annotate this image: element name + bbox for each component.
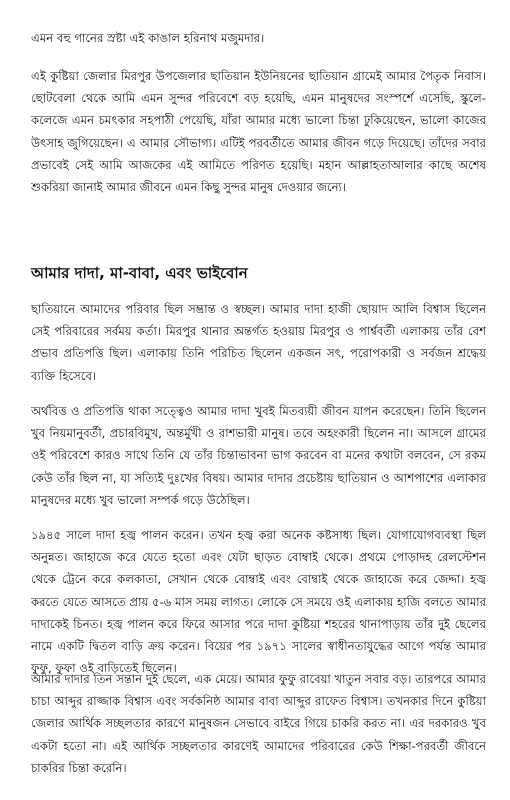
paragraph-family-status: ছাতিয়ানে আমাদের পরিবার ছিল সম্ভ্রান্ত ও স্বচ্ছল। আমার দাদা হাজী ছোয়াদ আলি বিশ্বাস ছিলেন সেই পরিবারের সর্বময় কর্তা। মিরপুর থানার অন্তর্গত হওয়ায় মিরপুর ও পার্শ্ববর্তী এলাকায় তাঁর বেশ প্রভাব প্রতিপত্তি ছিল। এলাকায় তিনি পরিচিত ছিলেন একজন সৎ, পরোপকারী ও সর্বজন শ্রদ্ধেয় ব্যক্তি হিসেবে।: [31, 302, 486, 383]
paragraph-intro-line: এমন বহু গানের স্রষ্টা এই কাঙাল হরিনাথ মজুমদার।: [31, 31, 265, 45]
paragraph-children: আমার দাদার তিন সন্তান দুই ছেলে, এক মেয়ে। আমার ফুফু রাবেয়া খাতুন সবার বড়। তারপরে আমার চাচা আব্দুর রাজ্জাক বিশ্বাস এবং সর্বকনিষ্ঠ আমার বাবা আব্দুর রাফেত বিশ্বাস। তখনকার দিনে কুষ্টিয়া জেলার আর্থিক সচ্ছলতার কারণে মানুষজন সেভাবে বাইরে গিয়ে চাকরি করত না। এর দরকারও খুব একটা হতো না। এই আর্থিক সচ্ছলতার কারণেই আমাদের পরিবারের কেউ শিক্ষা-পরবর্তী জীবনে চাকরির চিন্তা করেনি।: [31, 672, 486, 775]
paragraph-ancestral-home: এই কুষ্টিয়া জেলার মিরপুর উপজেলার ছাতিয়ান ইউনিয়নের ছাতিয়ান গ্রামেই আমার পৈতৃক নিবাস। ছোটবেলা থেকে আমি এমন সুন্দর পরিবেশে বড় হয়েছি, এমন মানুষদের সংস্পর্শে এসেছি, স্কুলে-কলেজে এমন চমৎকার সহপাঠী পেয়েছি, যাঁরা আমার মধ্যে ভালো চিন্তা ঢুকিয়েছেন, ভালো কাজের উৎসাহ জুগিয়েছেন। এ আমার সৌভাগ্য। এটিই পরবর্তীতে আমার জীবন গড়ে দিয়েছে। তাঁদের সবার প্রভাবেই সেই আমি আজকের এই আমিতে পরিণত হয়েছি। মহান আল্লাহতাআলার কাছে অশেষ শুকরিয়া জানাই আমার জীবনে এমন কিছু সুন্দর মানুষ দেওয়ার জন্যে।: [31, 69, 486, 195]
paragraph-hajj-journey: ১৯৪৫ সালে দাদা হজ্ব পালন করেন। তখন হজ্ব করা অনেক কষ্টসাধ্য ছিল। যোগাযোগব্যবস্থা ছিল অনুন্নত। জাহাজে করে যেতে হতো এবং যেটা ছাড়ত বোম্বাই থেকে। প্রথমে পোড়াদহ রেলস্টেশন থেকে ট্রেনে করে কলকাতা, সেখান থেকে বোম্বাই এবং বোম্বাই থেকে জাহাজে করে জেদ্দা। হজ্ব করতে যেতে আসতে প্রায় ৫-৬ মাস সময় লাগত। লোকে সে সময়ে ওই এলাকায় হাজি বলতে আমার দাদাকেই চিনত। হজ্ব পালন করে ফিরে আসার পরে দাদা কুষ্টিয়া শহরের থানাপাড়ায় তাঁর দুই ছেলের নামে একটি দ্বিতল বাড়ি ক্রয় করেন। বিয়ের পর ১৯৭১ সালের স্বাধীনতাযুদ্ধের আগে পর্যন্ত আমার ফুফু, ফুফা ওই বাড়িতেই ছিলেন।: [31, 528, 486, 676]
paragraph-grandfather-character: অর্থবিত্ত ও প্রতিপত্তি থাকা সত্ত্বেও আমার দাদা খুবই মিতব্যয়ী জীবন যাপন করেছেন। তিনি ছিলেন খুব নিয়মানুবর্তী, প্রচারবিমুখ, অন্তর্মুখী ও রাশভারী মানুষ। তবে অহংকারী ছিলেন না। আসলে গ্রামের ওই পরিবেশে কারও সাথে তিনি যে তাঁর চিন্তাভাবনা ভাগ করবেন বা মনের কথাটা বলবেন, সে রকম কেউ তাঁর ছিল না, যা সত্যিই দুঃখের বিষয়। আমার দাদার প্রচেষ্টায় ছাতিয়ান ও আশপাশের এলাকার মানুষদের মধ্যে খুব ভালো সম্পর্ক গড়ে উঠেছিল।: [31, 404, 486, 507]
section-heading: আমার দাদা, মা-বাবা, এবং ভাইবোন: [31, 264, 248, 282]
